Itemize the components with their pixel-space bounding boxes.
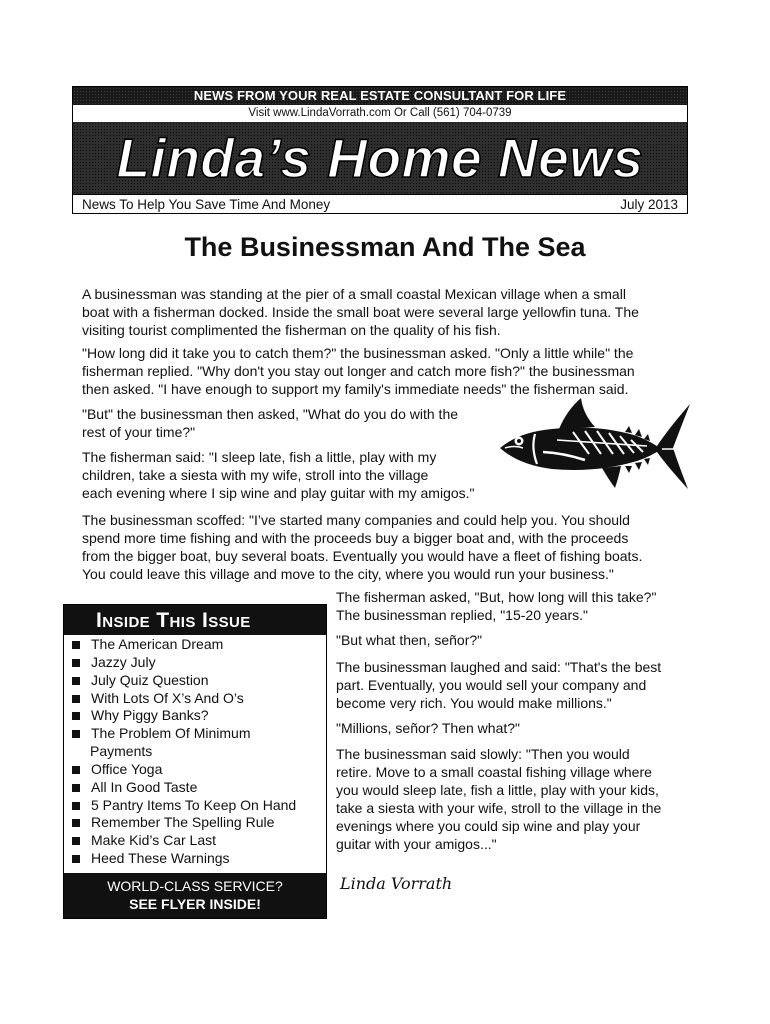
bullet-icon	[72, 695, 80, 703]
list-item	[64, 725, 326, 743]
tuna-fish-icon	[497, 396, 692, 491]
article-paragraph	[336, 719, 520, 737]
list-item	[64, 779, 326, 797]
list-item-label: Heed These Warnings	[91, 850, 230, 867]
text-line: You could leave this village and move to the city, where you would run your business."	[82, 566, 614, 582]
anal-fin	[602, 466, 621, 488]
bullet-icon	[72, 677, 80, 685]
text-line: The businessman replied, "15-20 years."	[336, 607, 588, 623]
list-item-label: Office Yoga	[91, 760, 163, 777]
contact-line: Visit www.LindaVorrath.com Or Call (561) 704-0739	[248, 107, 512, 119]
article-paragraph	[336, 631, 482, 649]
text-line: A businessman was standing at the pier of a small coastal Mexican village when a small	[82, 286, 626, 302]
promo-line-1: WORLD-CLASS SERVICE?	[107, 878, 283, 894]
list-item	[64, 690, 326, 708]
text-line: each evening where I sip wine and play guitar with my amigos."	[82, 485, 475, 501]
article-paragraph	[82, 285, 639, 339]
text-line: The businessman said slowly: "Then you would	[336, 746, 630, 762]
newsletter-title: Linda’s Home News	[116, 127, 644, 189]
bullet-icon	[72, 784, 80, 792]
inside-this-issue-box	[63, 604, 327, 919]
article-paragraph	[82, 448, 475, 502]
list-item-label: Payments	[90, 743, 153, 760]
fish-pupil	[517, 439, 521, 443]
tail-fin	[657, 404, 690, 489]
list-item-label: Why Piggy Banks?	[91, 707, 209, 724]
bullet-icon	[72, 855, 80, 863]
list-item-label: 5 Pantry Items To Keep On Hand	[91, 796, 297, 813]
list-item-label: Jazzy July	[91, 653, 156, 670]
top-banner: NEWS FROM YOUR REAL ESTATE CONSULTANT FOR LIFE	[73, 87, 687, 105]
text-line: part. Eventually, you would sell your company and	[336, 677, 647, 693]
bullet-icon	[72, 730, 80, 738]
bullet-icon	[72, 819, 80, 827]
list-item-label: Make Kid’s Car Last	[91, 832, 217, 849]
list-item-label: The American Dream	[91, 636, 224, 652]
issue-date: July 2013	[620, 197, 678, 212]
dorsal-fin	[559, 398, 595, 429]
issue-contents-list	[64, 636, 326, 868]
article-title: The Businessman And The Sea	[184, 232, 586, 262]
text-line: take a siesta with your wife, stroll to the village in the	[336, 800, 662, 816]
tagline: News To Help You Save Time And Money	[82, 197, 331, 212]
text-line: spend more time fishing and with the proceeds buy a bigger boat and, with the proceeds	[82, 530, 629, 546]
text-line: visiting tourist complimented the fisherman on the quality of his fish.	[82, 322, 501, 338]
signature: Linda Vorrath	[340, 874, 453, 893]
list-item	[64, 797, 326, 815]
text-line: The fisherman asked, "But, how long will this take?"	[336, 589, 657, 605]
article-paragraph	[336, 588, 656, 624]
list-item-label: July Quiz Question	[91, 671, 209, 688]
article-paragraph	[82, 511, 642, 583]
text-line: evenings where you could sip wine and play your	[336, 818, 641, 834]
sidebar-title: Inside This Issue	[64, 605, 326, 635]
text-line: "But what then, señor?"	[336, 632, 483, 648]
text-line: fisherman replied. "Why don't you stay out longer and catch more fish?" the businessman	[82, 363, 635, 379]
text-line: retire. Move to a small coastal fishing village where	[336, 764, 652, 780]
list-item	[64, 654, 326, 672]
masthead	[72, 86, 688, 214]
text-line: boat with a fisherman docked. Inside the small boat were several large yellowfin tuna. The	[82, 304, 639, 320]
list-item-label: All In Good Taste	[91, 778, 198, 795]
bullet-icon	[72, 766, 80, 774]
tagline-row	[73, 194, 687, 214]
list-item-label: With Lots Of X’s And O’s	[91, 689, 244, 706]
list-item	[64, 832, 326, 850]
text-line: "How long did it take you to catch them?" the businessman asked. "Only a little while" the	[82, 345, 634, 361]
text-line: rest of your time?"	[82, 424, 196, 440]
bullet-icon	[72, 837, 80, 845]
article-paragraph	[336, 658, 661, 712]
text-line: then asked. "I have enough to support my family's immediate needs" the fisherman said.	[82, 381, 629, 397]
list-item-continuation	[64, 743, 326, 761]
text-line: "But" the businessman then asked, "What do you do with the	[82, 406, 459, 422]
bullet-icon	[72, 802, 80, 810]
text-line: The businessman scoffed: "I’ve started many companies and could help you. You should	[82, 512, 630, 528]
text-line: guitar with your amigos..."	[336, 836, 497, 852]
list-item-label: Remember The Spelling Rule	[91, 814, 275, 831]
bullet-icon	[72, 659, 80, 667]
promo-banner	[64, 873, 326, 918]
text-line: The fisherman said: "I sleep late, fish a little, play with my	[82, 449, 437, 465]
promo-line-2: SEE FLYER INSIDE!	[129, 896, 261, 912]
list-item	[64, 814, 326, 832]
list-item	[64, 761, 326, 779]
text-line: you would sleep late, fish a little, play with your kids,	[336, 782, 659, 798]
text-line: children, take a siesta with my wife, stroll into the village	[82, 467, 429, 483]
article-paragraph	[82, 405, 458, 441]
list-item	[64, 707, 326, 725]
list-item	[64, 636, 326, 654]
article-paragraph	[82, 344, 635, 398]
masthead-title-band	[73, 122, 687, 194]
text-line: become very rich. You would make millions."	[336, 695, 612, 711]
text-line: "Millions, señor? Then what?"	[336, 720, 520, 736]
bullet-icon	[72, 641, 80, 649]
article-paragraph	[336, 745, 661, 853]
text-line: from the bigger boat, buy several boats. Eventually you would have a fleet of fishing boats.	[82, 548, 643, 564]
bullet-icon	[72, 712, 80, 720]
list-item-label: The Problem Of Minimum	[91, 725, 251, 742]
list-item	[64, 850, 326, 868]
text-line: The businessman laughed and said: "That's the best	[336, 659, 662, 675]
list-item	[64, 672, 326, 690]
